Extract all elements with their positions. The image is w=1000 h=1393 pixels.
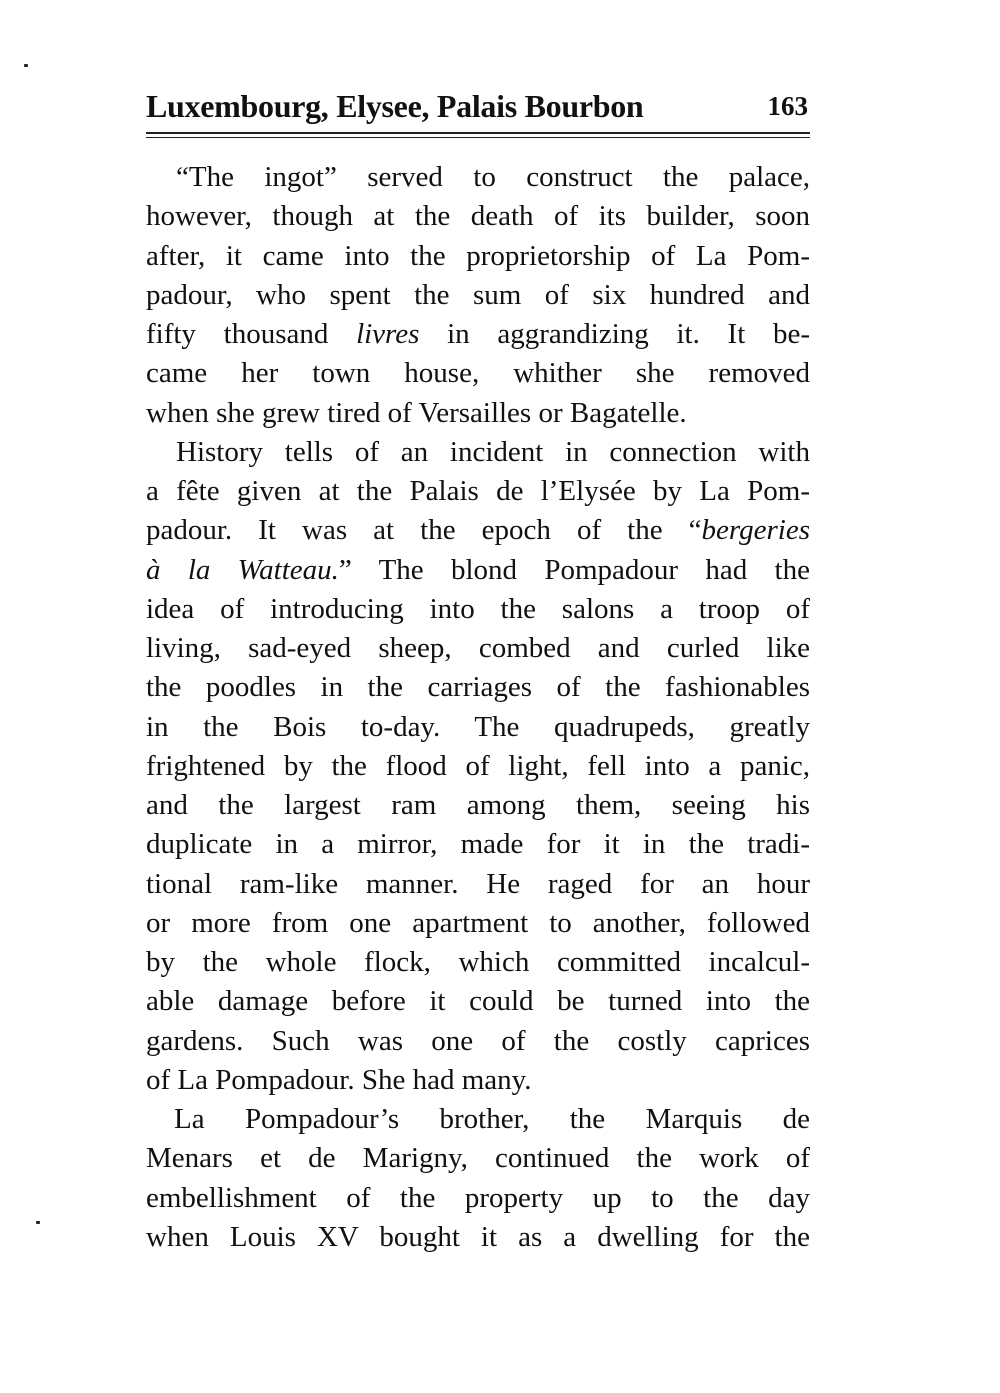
text-line: in the Bois to-day. The quadrupeds, greatly: [146, 710, 810, 743]
text-line: able damage before it could be turned into the: [146, 985, 810, 1018]
text-line: however, though at the death of its builder, soon: [146, 200, 810, 233]
scan-speck: [36, 1221, 40, 1224]
text-line: History tells of an incident in connection with: [176, 435, 810, 468]
text-line: when she grew tired of Versailles or Bagatelle.: [146, 396, 687, 429]
text-line: the poodles in the carriages of the fashionables: [146, 671, 810, 704]
text-line: fifty thousand livres in aggrandizing it. It be-: [146, 318, 810, 350]
text-line: a fête given at the Palais de l’Elysée by La Pom-: [146, 475, 810, 507]
body-text: [146, 158, 810, 1257]
text-line: padour. It was at the epoch of the “bergeries: [146, 514, 810, 547]
text-line: à la Watteau.” The blond Pompadour had the: [146, 553, 810, 586]
text-line: embellishment of the property up to the day: [146, 1181, 810, 1214]
text-line: idea of introducing into the salons a troop of: [146, 592, 810, 625]
text-line: of La Pompadour. She had many.: [146, 1063, 532, 1096]
text-line: La Pompadour’s brother, the Marquis de: [174, 1103, 810, 1135]
header-rule: [146, 132, 810, 134]
running-title: Luxembourg, Elysee, Palais Bourbon: [146, 88, 644, 124]
italic-text: bergeries: [701, 514, 810, 547]
text-line: Menars et de Marigny, continued the work of: [146, 1142, 810, 1175]
text-line: frightened by the flood of light, fell into a panic,: [146, 749, 810, 782]
italic-text: livres: [356, 318, 420, 350]
text-line: by the whole flock, which committed incalcul-: [146, 946, 810, 978]
text-line: “The ingot” served to construct the palace,: [176, 161, 810, 193]
text-line: gardens. Such was one of the costly caprices: [146, 1024, 810, 1057]
text-line: duplicate in a mirror, made for it in the tradi-: [146, 828, 810, 861]
text-line: when Louis XV bought it as a dwelling for the: [146, 1220, 810, 1253]
text-line: came her town house, whither she removed: [146, 357, 810, 390]
text-line: living, sad-eyed sheep, combed and curled like: [146, 632, 810, 664]
scan-speck: [24, 64, 28, 67]
text-line: or more from one apartment to another, followed: [146, 906, 810, 939]
page-header: [146, 84, 810, 128]
text-line: tional ram-like manner. He raged for an hour: [146, 867, 810, 900]
italic-text: à la Watteau.: [146, 553, 339, 586]
text-line: after, it came into the proprietorship of La Pom-: [146, 239, 810, 272]
text-line: padour, who spent the sum of six hundred and: [146, 278, 810, 311]
header-rule-thin: [146, 137, 810, 138]
page-number: 163: [767, 91, 808, 121]
text-line: and the largest ram among them, seeing his: [146, 789, 810, 821]
